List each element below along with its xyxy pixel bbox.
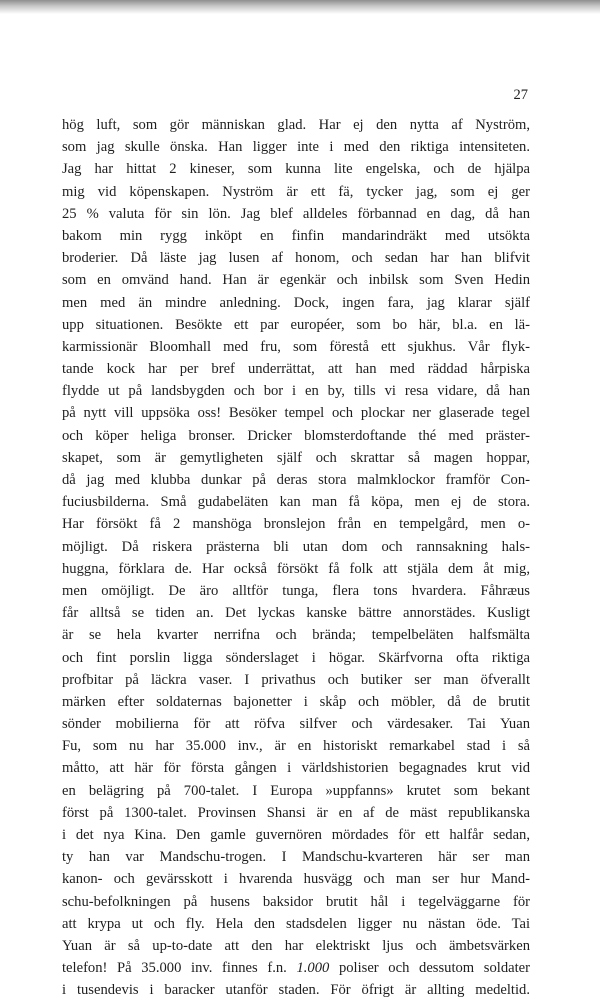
text-line: möjligt. Då riskera prästerna bli utan dom och rannsakning hals-	[62, 538, 530, 555]
italic-number: 1.000	[296, 960, 330, 977]
body-text	[62, 114, 530, 1002]
text-line: och fint porslin ligga sönderslaget i högar. Skärfvorna ofta riktiga	[62, 649, 530, 666]
text-line: i det nya Kina. Den gamle guvernören mördades för ett halfår sedan,	[62, 827, 530, 843]
text-line: som jag skulle önska. Han ligger inte i med den riktiga intensiteten.	[62, 139, 530, 156]
text-line: men omöjligt. De äro alltför tunga, flera tons hvardera. Fåhræus	[62, 582, 530, 599]
text-line: märken efter soldaternas bajonetter i skåp och möbler, då de brutit	[62, 693, 530, 710]
text-line: måtto, att här för första gången i världshistorien begagnades krut vid	[62, 760, 530, 777]
text-segment: poliser och dessutom soldater	[329, 960, 530, 977]
text-segment: telefon! På 35.000 inv. finnes f.n.	[62, 960, 297, 977]
text-line: flydde ut på landsbygden och bor i en by, tills vi resa vidare, då han	[62, 383, 530, 400]
text-line: hög luft, som gör människan glad. Har ej den nytta af Nyström,	[62, 117, 530, 133]
text-line: får alltså se tiden an. Det lyckas kanske bättre annorstädes. Kusligt	[62, 605, 530, 622]
text-line: ty han var Mandschu-trogen. I Mandschu-kvarteren här ser man	[62, 849, 530, 866]
text-line: Jag har hittat 2 kineser, som kunna lite engelska, och de hjälpa	[62, 161, 530, 178]
text-line: kanon- och gevärsskott i hvarenda husvägg och man ser hur Mand-	[62, 871, 530, 888]
text-line: Har försökt få 2 manshöga bronslejon från en tempelgård, men o-	[62, 516, 530, 533]
text-line: mig vid köpenskapen. Nyström är ett fä, tycker jag, som ej ger	[62, 183, 530, 200]
text-line: profbitar på läckra vaser. I privathus och butiker ser man öfverallt	[62, 671, 530, 688]
text-line: då jag med klubba dunkar på deras stora malmklockor framför Con-	[62, 472, 530, 488]
text-line: och köper heliga bronser. Dricker blomsterdoftande thé med präster-	[62, 427, 530, 444]
text-line: Fu, som nu har 35.000 inv., är en historiskt remarkabel stad i så	[62, 738, 530, 755]
text-line: som en omvänd hand. Han är egenkär och inbilsk som Sven Hedin	[62, 272, 530, 289]
text-line: först på 1300-talet. Provinsen Shansi är en af de mäst republikanska	[62, 804, 530, 821]
text-line: schu-befolkningen på husens baksidor brutit hål i tegelväggarne för	[62, 893, 530, 910]
text-line: på nytt vill uppsöka oss! Besöker tempel och plockar ner glaserade tegel	[62, 405, 530, 422]
text-line: huggna, förklara de. Har också försökt få folk att stjäla dem åt mig,	[62, 560, 530, 577]
text-line: upp situationen. Besökte ett par européer, som bo här, bl.a. en lä-	[62, 316, 530, 333]
text-line: en belägring på 700-talet. I Europa »uppfanns» krutet som bekant	[62, 782, 530, 799]
text-line: bakom min rygg inköpt en finfin mandarindräkt med utsökta	[62, 227, 530, 244]
text-line: 25 % valuta för sin lön. Jag blef alldeles förbannad en dag, då han	[62, 205, 530, 222]
text-line: karmissionär Bloomhall med fru, som förestå ett sjukhus. Vår flyk-	[62, 338, 530, 355]
text-line: sönder mobilierna för att röfva silfver och värdesaker. Tai Yuan	[62, 716, 530, 733]
text-line: broderier. Då läste jag lusen af honom, och sedan har han blifvit	[62, 250, 530, 267]
text-line: är se hela kvarter nerrifna och brända; tempelbeläten halfsmälta	[62, 627, 530, 644]
text-line: tande kock har per bref underrättat, att han med räddad hårpiska	[62, 361, 530, 378]
text-line: Yuan är så up-to-date att den har elektriskt ljus och ämbetsvärken	[62, 937, 530, 954]
text-line: att krypa ut och fly. Hela den stadsdelen ligger nu nästan öde. Tai	[62, 915, 530, 932]
page-number: 27	[513, 87, 528, 103]
text-line: fuciusbilderna. Små gudabeläten kan man få köpa, men ej de stora.	[62, 494, 530, 511]
text-line-with-italic	[62, 957, 530, 979]
text-line: skapet, som är gemytligheten själf och skrattar så magen hoppar,	[62, 449, 530, 466]
text-line: men med än mindre anledning. Dock, ingen fara, jag klarar själf	[62, 294, 530, 311]
scan-edge-shadow	[0, 0, 600, 14]
text-line: i tusendevis i baracker utanför staden. För öfrigt är allting medeltid.	[62, 982, 530, 999]
